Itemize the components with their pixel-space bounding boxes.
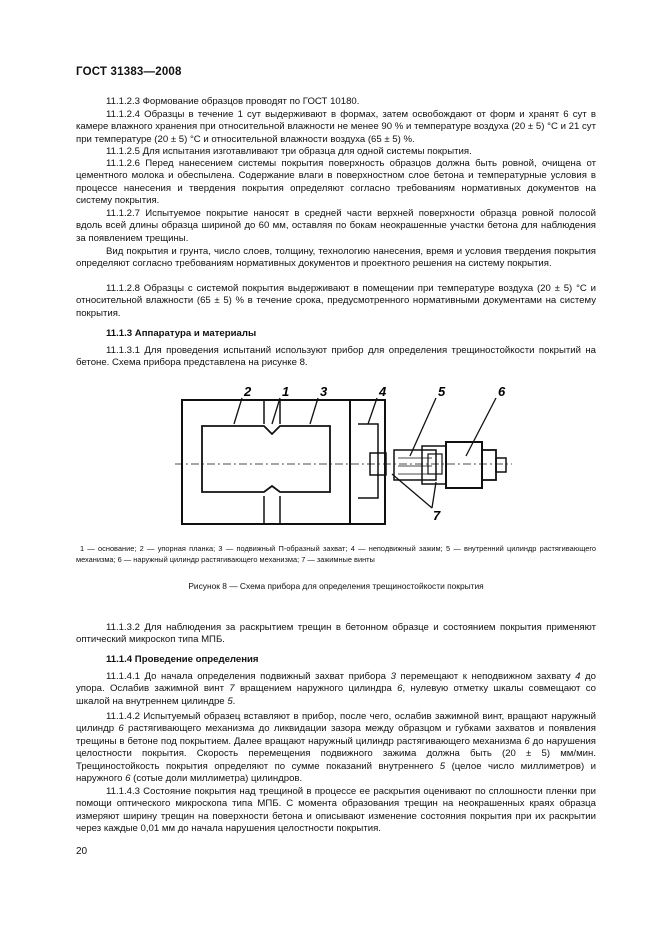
- document-header: ГОСТ 31383—2008: [76, 66, 182, 78]
- label-6: 6: [498, 384, 506, 399]
- base-frame: [182, 400, 350, 524]
- label-4: 4: [379, 384, 387, 399]
- specimen-cutout: [202, 426, 330, 492]
- label-2: 2: [244, 384, 252, 399]
- paragraph-11-1-2-7: 11.1.2.7 Испытуемое покрытие наносят в средней части верхней поверхности образца ровной полосой вдоль всей длины образца шириной до 60 мм, оставляя по бокам неокрашенные участки бетона для наблюдения за появлением трещины.: [76, 208, 596, 244]
- paragraph-11-1-2-3: 11.1.2.3 Формование образцов проводят по ГОСТ 10180.: [106, 96, 360, 107]
- outer-cylinder: [446, 442, 482, 488]
- paragraph-11-1-2-8: 11.1.2.8 Образцы с системой покрытия выдерживают в помещении при температуре воздуха (20 ± 5) °С и относительной влажности (65 ± 5) % в течение срока, предусмотренного нормативными документами на систему покрытия.: [76, 283, 596, 319]
- fixed-clamp-body: [350, 400, 385, 524]
- label-5: 5: [438, 384, 446, 399]
- paragraph-11-1-4-2: 11.1.4.2 Испытуемый образец вставляют в прибор, после чего, ослабив зажимной винт, вращают наружный цилиндр 6 растягивающего механизма до ликвидации зазора между образцом и губками захватов и появления трещины в бетоне под покрытием. Далее вращают наружный цилиндр растягивающего механизма 6 до нарушения целостности покрытия. Скорость перемещения подвижного зажима должна быть (20 ± 5) мм/мин. Трещиностойкость покрытия определяют по сумме показаний внутреннего 5 (целое число миллиметров) и наружного 6 (сотые доли миллиметра) цилиндров.: [76, 711, 596, 785]
- label-7: 7: [433, 508, 441, 523]
- section-heading-procedure: 11.1.4 Проведение определения: [106, 654, 259, 665]
- paragraph-11-1-2-4: 11.1.2.4 Образцы в течение 1 сут выдерживают в формах, затем освобождают от форм и хранят 6 сут в камере влажного хранения при относительной влажности не менее 90 % и температуре воздуха (20 ± 5) °С и 21 сут при температуре (20 ± 5) °С и относительной влажности воздуха (65 ± 5) %.: [76, 109, 596, 145]
- paragraph-11-1-2-5: 11.1.2.5 Для испытания изготавливают три образца для одной системы покрытия.: [106, 146, 472, 157]
- paragraph-11-1-4-3: 11.1.4.3 Состояние покрытия над трещиной в процессе ее раскрытия оценивают по сплошности пленки при помощи оптического микроскопа типа МПБ. С момента образования трещин на неокрашенных краях образца измеряют ширину трещин на поверхности бетона и описывают изменение состояния покрытия при их раскрытии через каждые 0,01 мм до начала нарушения целостности покрытия.: [76, 786, 596, 835]
- figure-caption: Рисунок 8 — Схема прибора для определения трещиностойкости покрытия: [188, 581, 484, 591]
- paragraph-11-1-4-1: 11.1.4.1 До начала определения подвижный захват прибора 3 перемещают к неподвижном захвату 4 до упора. Ослабив зажимной винт 7 вращением наружного цилиндра 6, нулевую отметку шкалы совмещают со шкалой на внутреннем цилиндре 5.: [76, 671, 596, 707]
- paragraph-11-1-3-2: 11.1.3.2 Для наблюдения за раскрытием трещин в бетонном образце и состоянием покрытия применяют оптический микроскоп типа МПБ.: [76, 622, 596, 646]
- figure-legend: 1 — основание; 2 — упорная планка; 3 — подвижный П-образный захват; 4 — неподвижный зажим; 5 — внутренний цилиндр растягивающего механизма; 6 — наружный цилиндр растягивающего механизма; 7 — зажимные винты: [76, 544, 596, 564]
- paragraph-11-1-2-6: 11.1.2.6 Перед нанесением системы покрытия поверхность образцов должна быть ровной, очищена от цементного молока и обеспылена. Содержание влаги в поверхностном слое бетона и температурные условия в процессе нанесения и твердения покрытия определяют согласно требованиям нормативных документов на систему покрытия.: [76, 158, 596, 207]
- paragraph-11-1-3-1: 11.1.3.1 Для проведения испытаний используют прибор для определения трещиностойкости покрытий на бетоне. Схема прибора представлена на рисунке 8.: [76, 345, 596, 369]
- label-1: 1: [282, 384, 290, 399]
- device-schematic-figure: [170, 380, 515, 530]
- paragraph-coating-type: Вид покрытия и грунта, число слоев, толщину, технологию нанесения, время и условия твердения покрытия определяют согласно требованиям нормативных документов и проектного решения на систему покрытия.: [76, 246, 596, 270]
- label-3: 3: [320, 384, 328, 399]
- page-number: 20: [76, 846, 88, 857]
- section-heading-apparatus: 11.1.3 Аппаратура и материалы: [106, 328, 257, 339]
